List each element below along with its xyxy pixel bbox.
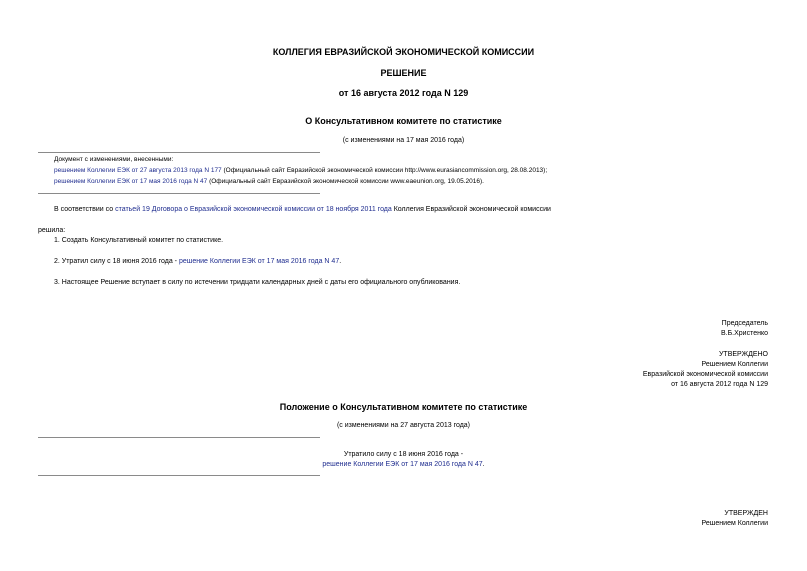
amendment-note: (с изменениями на 17 мая 2016 года) bbox=[342, 137, 465, 144]
signatory-name: В.Б.Христенко bbox=[720, 330, 768, 337]
resolved-label: решила: bbox=[38, 227, 66, 234]
annex-amendment-note: (с изменениями на 27 августа 2013 года) bbox=[336, 422, 471, 429]
annex-repeal-link[interactable]: решение Коллегии ЕЭК от 17 мая 2016 года N 47 bbox=[322, 461, 483, 468]
approval-org: Евразийской экономической комиссии bbox=[642, 371, 768, 378]
change-link-2016[interactable]: решением Коллегии ЕЭК от 17 мая 2016 года N 47 bbox=[54, 178, 208, 185]
approval-body: Решением Коллегии bbox=[701, 520, 768, 527]
preamble: В соответствии со статьей 19 Договора о Евразийской экономической комиссии от 18 ноября 2011 года Коллегия Евразийской экономической комиссии bbox=[54, 206, 551, 213]
signatory-role: Председатель bbox=[721, 320, 768, 327]
annex-title: Положение о Консультативном комитете по статистике bbox=[279, 402, 528, 412]
change-item bbox=[54, 167, 547, 174]
paragraph-1: 1. Создать Консультативный комитет по статистике. bbox=[54, 237, 224, 244]
doc-title: О Консультативном комитете по статистике bbox=[305, 116, 502, 126]
approval-body: Решением Коллегии bbox=[701, 361, 768, 368]
doc-type-heading: РЕШЕНИЕ bbox=[380, 68, 427, 78]
approval-label: УТВЕРЖДЕН bbox=[724, 510, 768, 517]
change-source: (Официальный сайт Евразийской экономической комиссии www.eaeunion.org, 19.05.2016). bbox=[207, 178, 484, 185]
changes-intro: Документ с изменениями, внесенными: bbox=[54, 156, 174, 163]
change-item bbox=[54, 178, 484, 185]
paragraph-3: 3. Настоящее Решение вступает в силу по истечении тридцати календарных дней с даты его официального опубликования. bbox=[54, 279, 461, 286]
repeal-decision-link[interactable]: решение Коллегии ЕЭК от 17 мая 2016 года N 47 bbox=[178, 258, 340, 265]
approval-date: от 16 августа 2012 года N 129 bbox=[671, 381, 768, 388]
divider bbox=[38, 475, 320, 476]
org-heading: КОЛЛЕГИЯ ЕВРАЗИЙСКОЙ ЭКОНОМИЧЕСКОЙ КОМИССИИ bbox=[272, 47, 535, 57]
change-link-2013[interactable]: решением Коллегии ЕЭК от 27 августа 2013 года N 177 bbox=[54, 167, 222, 174]
annex-lost-force-ref: решение Коллегии ЕЭК от 17 мая 2016 года N 47. bbox=[322, 461, 485, 468]
change-source: (Официальный сайт Евразийской экономической комиссии http://www.eurasiancommission.org, 28.08.2013); bbox=[221, 167, 548, 174]
paragraph-2: 2. Утратил силу с 18 июня 2016 года - решение Коллегии ЕЭК от 17 мая 2016 года N 47. bbox=[54, 258, 342, 265]
approval-label: УТВЕРЖДЕНО bbox=[718, 351, 768, 358]
divider bbox=[38, 152, 320, 153]
divider bbox=[38, 193, 320, 194]
doc-date-line: от 16 августа 2012 года N 129 bbox=[338, 88, 469, 98]
annex-lost-force: Утратило силу с 18 июня 2016 года - bbox=[343, 451, 464, 458]
divider bbox=[38, 437, 320, 438]
treaty-article-link[interactable]: статьей 19 Договора о Евразийской экономической комиссии от 18 ноября 2011 года bbox=[115, 206, 392, 213]
